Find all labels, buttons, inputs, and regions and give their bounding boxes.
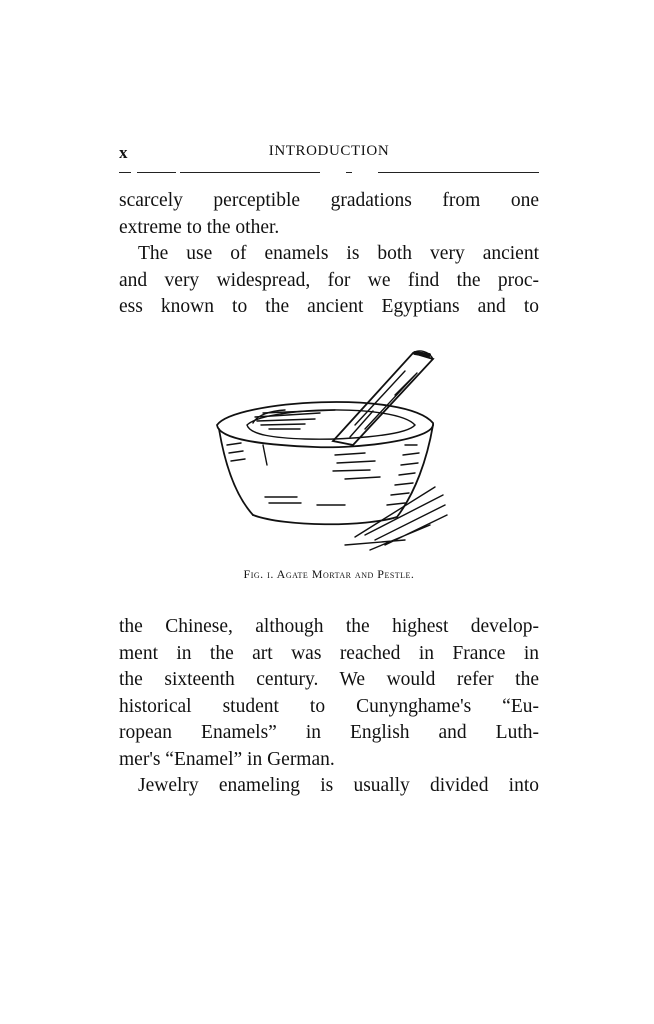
paragraph-bottom [119,614,539,800]
text-line: ment in the art was reached in France in [119,642,539,664]
rule-gap [131,170,137,174]
figure-caption: Fig. i. Agate Mortar and Pestle. [243,567,415,581]
text-line: the sixteenth century. We would refer the [119,669,539,690]
text-line: historical student to Cunynghame's “Eu- [119,695,539,717]
text-line: Jewelry enameling is usually divided into [138,775,539,796]
text-line: scarcely perceptible gradations from one [119,190,539,211]
page-number: x [119,143,128,162]
text-line: mer's “Enamel” in German. [119,748,335,770]
running-head: INTRODUCTION [268,143,390,159]
text-line: ess known to the ancient Egyptians and to [119,296,539,317]
rule-gap [176,170,180,174]
text-line: the Chinese, although the highest develop- [119,616,539,637]
paragraph-top [119,188,539,321]
page-header [119,143,539,163]
text-line: ropean Enamels” in English and Luth- [119,722,539,743]
text-line: and very widespread, for we find the proc- [119,269,539,291]
mortar-and-pestle-illustration [205,345,455,560]
text-line: The use of enamels is both very ancient [138,243,539,264]
text-line: extreme to the other. [119,216,280,238]
rule-gap [320,170,346,174]
rule-gap [352,170,378,174]
